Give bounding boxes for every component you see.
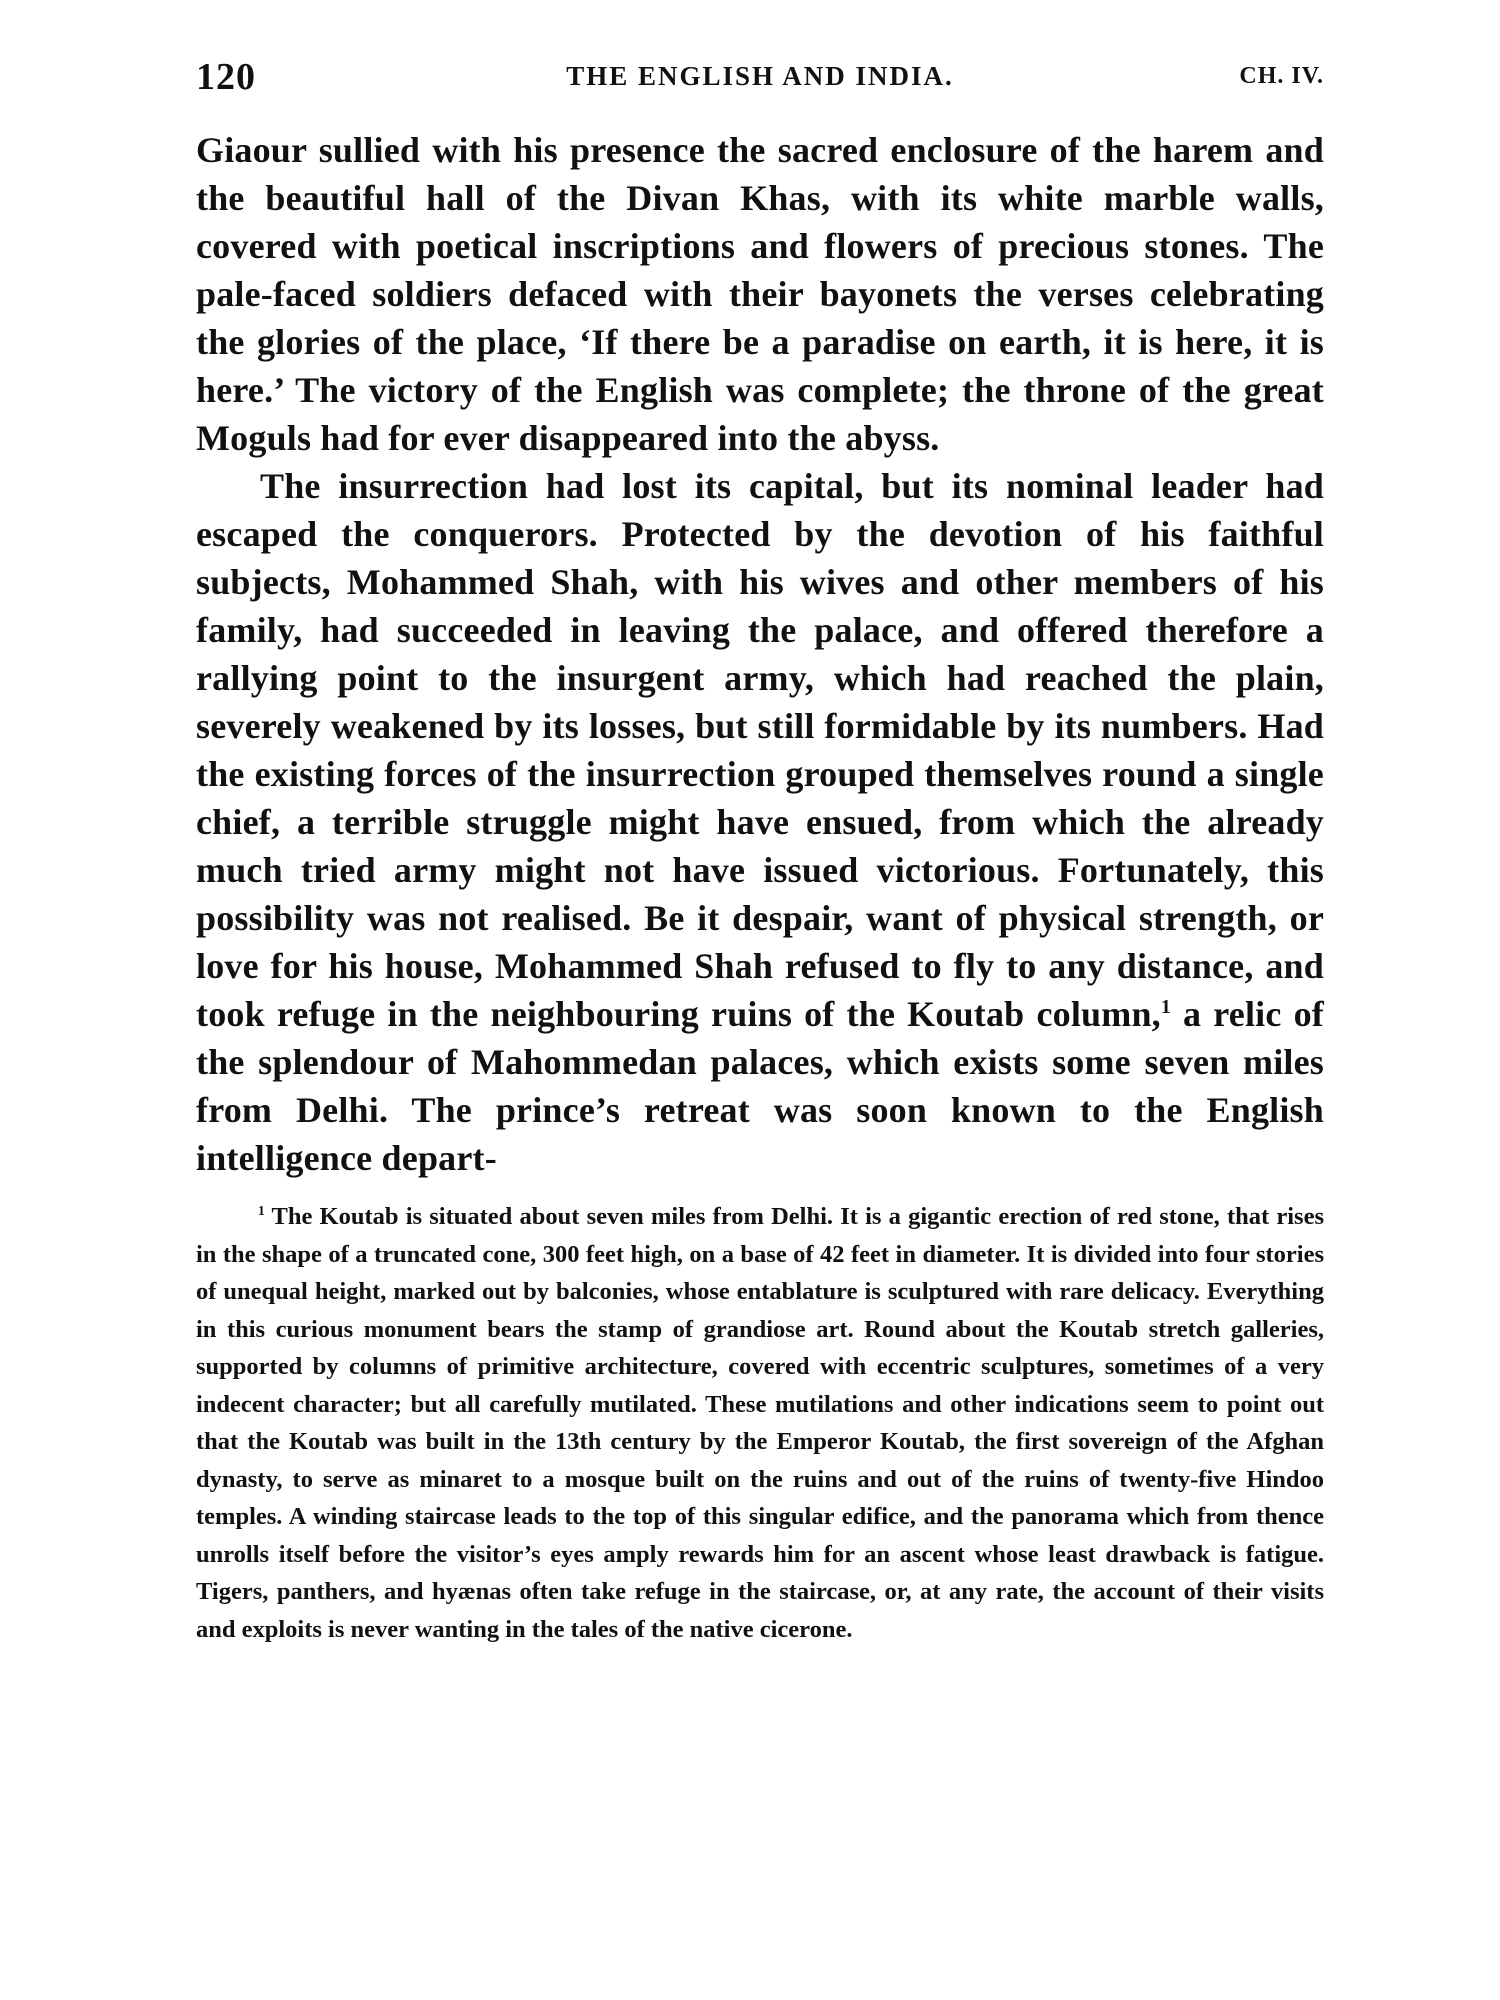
footnote-reference: 1: [1160, 996, 1171, 1018]
paragraph-text-continued: a relic of the splendour of Mahommedan palaces, which exists some seven miles from Delhi. The prince’s retreat was soon known to the English intelligence depart-: [196, 994, 1324, 1178]
running-head: [196, 55, 1324, 99]
page-number: 120: [196, 56, 256, 98]
chapter-reference: CH. IV.: [1239, 63, 1324, 89]
paragraph: [196, 462, 1324, 1182]
paragraph-text: The insurrection had lost its capital, but its nominal leader had escaped the conquerors. Protected by the devotion of his faithful subjects, Mohammed Shah, with his wives and other members of his family, had succeeded in leaving the palace, and offered therefore a rallying point to the insurgent army, which had reached the plain, severely weakened by its losses, but still formidable by its numbers. Had the existing forces of the insurrection grouped themselves round a single chief, a terrible struggle might have ensued, from which the already much tried army might not have issued victorious. Fortunately, this possibility was not realised. Be it despair, want of physical strength, or love for his house, Mohammed Shah refused to fly to any distance, and took refuge in the neighbouring ruins of the Koutab column,: [196, 466, 1324, 1034]
book-page: [196, 55, 1324, 1648]
footnote-text: The Koutab is situated about seven miles from Delhi. It is a gigantic erection of red stone, that rises in the shape of a truncated cone, 300 feet high, on a base of 42 feet in diameter. It is divided into four stories of unequal height, marked out by balconies, whose entablature is sculptured with rare delicacy. Everything in this curious monument bears the stamp of grandiose art. Round about the Koutab stretch galleries, supported by columns of primitive architecture, covered with eccentric sculptures, sometimes of a very indecent character; but all carefully mutilated. These mutilations and other indications seem to point out that the Koutab was built in the 13th century by the Emperor Koutab, the first sovereign of the Afghan dynasty, to serve as minaret to a mosque built on the ruins and out of the ruins of twenty-five Hindoo temples. A winding staircase leads to the top of this singular edifice, and the panorama which from thence unrolls itself before the visitor’s eyes amply rewards him for an ascent whose least drawback is fatigue. Tigers, panthers, and hyænas often take refuge in the staircase, or, at any rate, the account of their visits and exploits is never wanting in the tales of the native cicerone.: [196, 1203, 1324, 1643]
running-title: THE ENGLISH AND INDIA.: [566, 61, 954, 91]
footnote-marker: 1: [258, 1202, 265, 1218]
footnote: [196, 1198, 1324, 1648]
body-text: [196, 126, 1324, 1182]
paragraph-continued: Giaour sullied with his presence the sacred enclosure of the harem and the beautiful hall of the Divan Khas, with its white marble walls, covered with poetical inscriptions and flowers of precious stones. The pale-faced soldiers defaced with their bayonets the verses celebrating the glories of the place, ‘If there be a paradise on earth, it is here, it is here.’ The victory of the English was complete; the throne of the great Moguls had for ever disappeared into the abyss.: [196, 130, 1324, 458]
